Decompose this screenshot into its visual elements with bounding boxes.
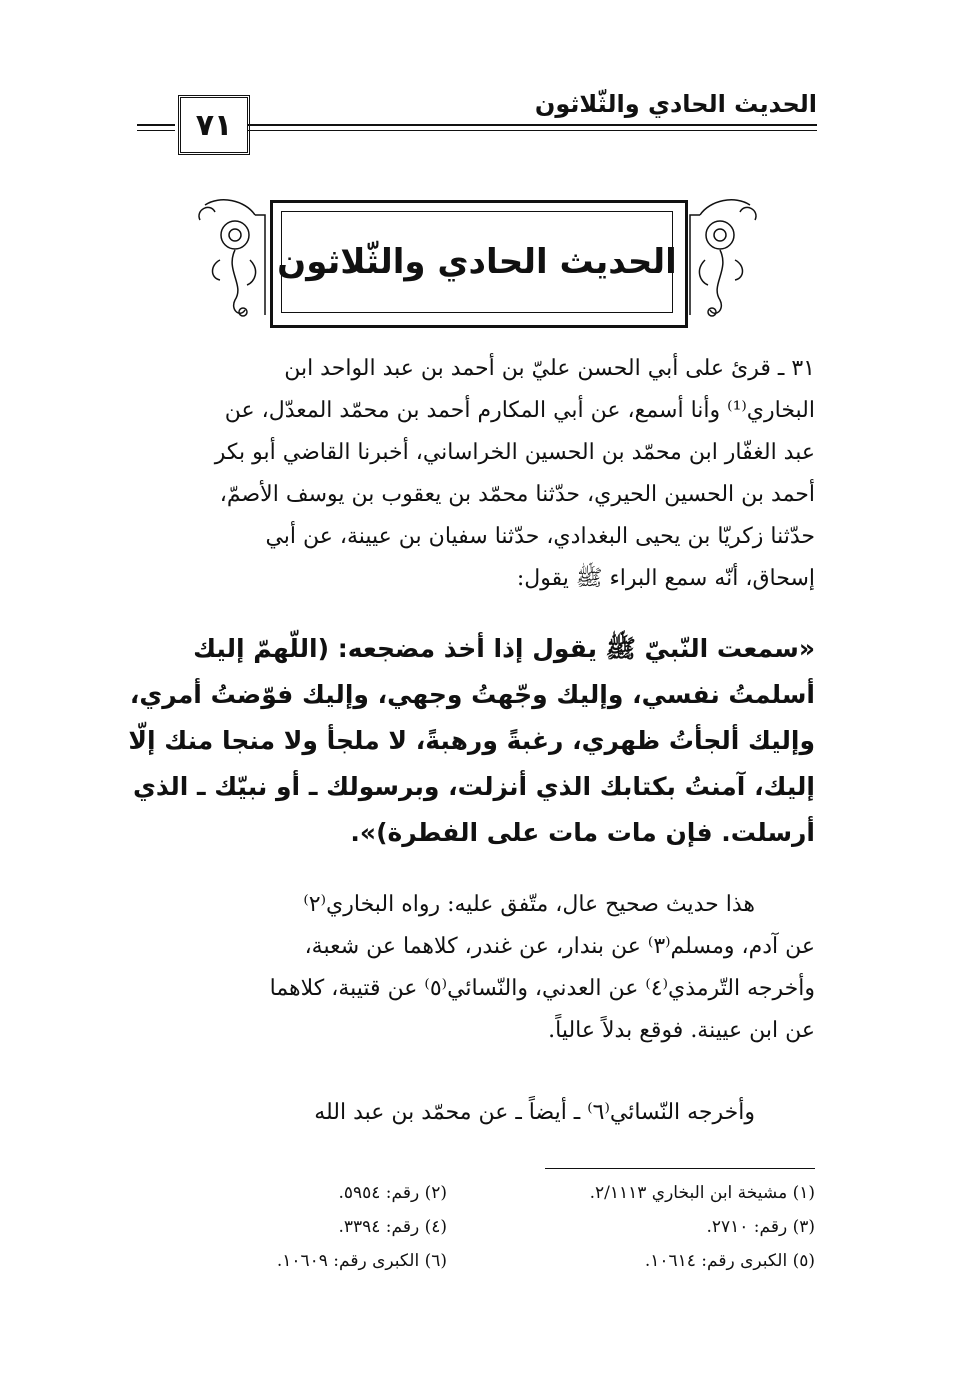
hadith-line: إليك، آمنتُ بكتابك الذي أنزلت، وبرسولك ـ أو نبيّك ـ الذي xyxy=(132,772,815,801)
commentary-line: وأخرجه التّرمذي⁽٤⁾ عن العدني، والنّسائي⁽٥⁾ عن قتيبة، كلاهما xyxy=(269,976,815,1001)
chapter-title: الحديث الحادي والثّلاثون xyxy=(277,242,677,282)
footnote-2: (٢) رقم: ٥٩٥٤. xyxy=(338,1183,447,1203)
hadith-line: أسلمتُ نفسي، وإليك وجّهتُ وجهي، وإليك فوّضتُ أمري، xyxy=(129,680,815,709)
isnad-line: أحمد بن الحسين الحيري، حدّثنا محمّد بن يعقوب بن يوسف الأصمّ، xyxy=(219,482,815,507)
final-paragraph xyxy=(135,1092,815,1134)
title-frame-inner xyxy=(277,211,677,313)
footnote-separator xyxy=(545,1168,815,1169)
footnote-4: (٤) رقم: ٣٣٩٤. xyxy=(338,1217,447,1237)
floral-ornament-right-icon xyxy=(680,190,770,330)
page-number-text: ٧١ xyxy=(195,107,233,143)
footnote-6: (٦) الكبرى رقم: ١٠٦٠٩. xyxy=(276,1251,447,1271)
hadith-line: «سمعت النّبيّ ﷺ يقول إذا أخذ مضجعه: (اللّهمّ إليك xyxy=(193,634,815,663)
header-rule-thin xyxy=(248,130,817,131)
isnad-line: البخاري⁽¹⁾ وأنا أسمع، عن أبي المكارم أحمد بن محمّد المعدّل، عن xyxy=(224,398,815,423)
isnad-line: عبد الغفّار ابن محمّد بن الحسين الخراساني، أخبرنا القاضي أبو بكر xyxy=(214,440,815,465)
hadith-line: أرسلت. فإن مات مات على الفطرة)». xyxy=(350,818,815,847)
commentary-paragraph xyxy=(135,884,815,1052)
commentary-line: عن ابن عيينة. فوقع بدلاً عالياً. xyxy=(548,1018,815,1043)
header-rule xyxy=(248,124,817,126)
header-rule-left xyxy=(137,124,175,126)
hadith-text xyxy=(128,626,815,856)
commentary-line: هذا حديث صحيح عال، متّفق عليه: رواه البخاري⁽٢⁾ xyxy=(303,892,755,917)
footnote-1: (١) مشيخة ابن البخاري ٢/١١١٣. xyxy=(589,1183,815,1203)
final-line: وأخرجه النّسائي⁽٦⁾ ـ أيضاً ـ عن محمّد بن عبد الله xyxy=(314,1100,755,1125)
isnad-line: حدّثنا زكريّا بن يحيى البغدادي، حدّثنا سفيان بن عيينة، عن أبي xyxy=(265,524,815,549)
isnad-paragraph xyxy=(135,348,815,600)
hadith-line: وإليك ألجأتُ ظهري، رغبةً ورهبةً، لا ملجأ ولا منجا منك إلّا xyxy=(128,726,815,755)
floral-ornament-left-icon xyxy=(185,190,275,330)
page-number xyxy=(178,95,250,155)
running-title: الحديث الحادي والثّلاثون xyxy=(534,90,817,118)
footnote-5: (٥) الكبرى رقم: ١٠٦١٤. xyxy=(644,1251,815,1271)
isnad-line: ٣١ ـ قرئ على أبي الحسن عليّ بن أحمد بن عبد الواحد ابن xyxy=(284,356,815,381)
header-rule-left-thin xyxy=(137,130,175,131)
isnad-line: إسحاق، أنّه سمع البراء ﷺ يقول: xyxy=(516,566,815,591)
footnote-3: (٣) رقم: ٢٧١٠. xyxy=(706,1217,815,1237)
commentary-line: عن آدم، ومسلم⁽٣⁾ عن بندار، عن غندر، كلاهما عن شعبة، xyxy=(304,934,815,959)
